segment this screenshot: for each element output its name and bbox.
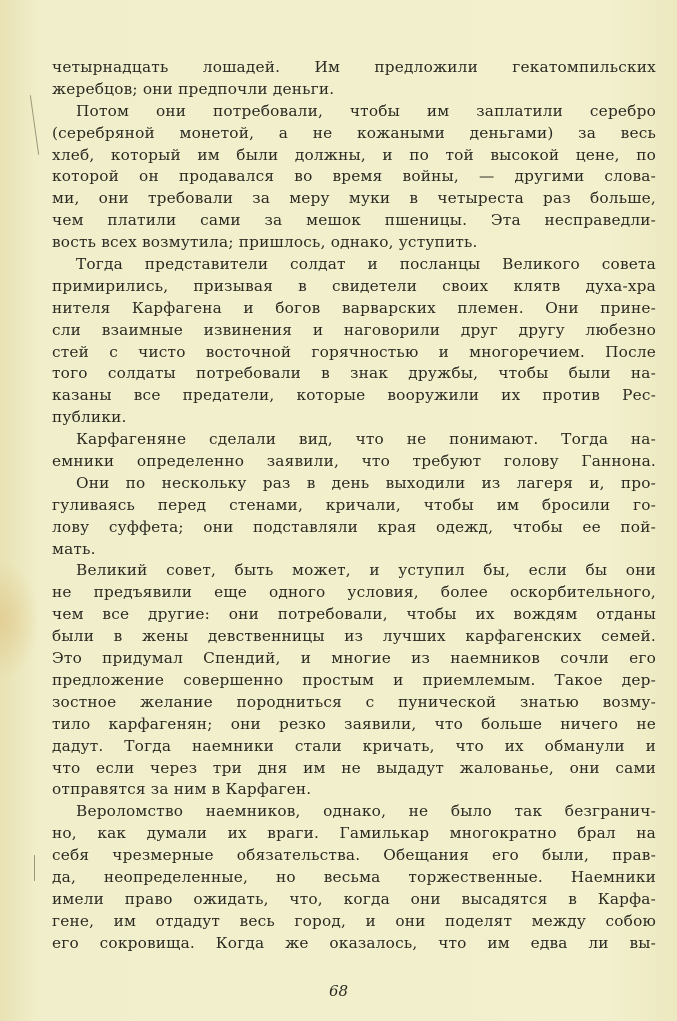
text-line: чем все другие: они потребовали, чтобы их вождям отданы	[52, 605, 656, 624]
text-line: нителя Карфагена и богов варварских племен. Они прине-	[52, 298, 656, 317]
text-line: публики.	[52, 408, 127, 427]
text-line: имели право ожидать, что, когда они высадятся в Карфа-	[52, 889, 656, 908]
text-line: чем платили сами за мешок пшеницы. Эта несправедли-	[52, 211, 656, 230]
text-line: что если через три дня им не выдадут жалованье, они сами	[52, 758, 656, 777]
text-line: примирились, призывая в свидетели своих клятв духа-хра	[52, 276, 656, 295]
body-text	[52, 57, 656, 955]
text-line: Тогда представители солдат и посланцы Великого совета	[76, 255, 656, 274]
text-line: да, неопределенные, но весьма торжественные. Наемники	[52, 867, 656, 886]
text-line: Они по нескольку раз в день выходили из лагеря и, про-	[76, 473, 656, 492]
text-line: стей с чисто восточной горячностью и многоречием. После	[52, 342, 656, 361]
text-line: гуливаясь перед стенами, кричали, чтобы им бросили го-	[52, 495, 656, 514]
text-line: вость всех возмутила; пришлось, однако, уступить.	[52, 233, 478, 252]
margin-pencil-mark	[34, 855, 35, 881]
text-line: себя чрезмерные обязательства. Обещания его были, прав-	[52, 846, 656, 865]
text-line: мать.	[52, 539, 96, 558]
text-line: Потом они потребовали, чтобы им заплатили серебро	[76, 101, 656, 120]
text-line: четырнадцать лошадей. Им предложили гекатомпильских	[52, 58, 656, 76]
text-line: Это придумал Спендий, и многие из наемников сочли его	[52, 649, 656, 668]
text-line: зостное желание породниться с пунической знатью возму-	[52, 692, 656, 711]
text-line: жеребцов; они предпочли деньги.	[52, 79, 335, 98]
page-number: 68	[328, 982, 349, 1000]
text-line: которой он продавался во время войны, — другими слова-	[52, 167, 656, 186]
text-line: лову суффета; они подставляли края одежд, чтобы ее пой-	[52, 517, 656, 536]
text-line: Великий совет, быть может, и уступил бы, если бы они	[76, 561, 656, 580]
text-line: дадут. Тогда наемники стали кричать, что их обманули и	[52, 736, 656, 755]
text-line: тило карфагенян; они резко заявили, что больше ничего не	[52, 714, 656, 733]
text-line: казаны все предатели, которые вооружили их против Рес-	[52, 386, 656, 405]
text-line: того солдаты потребовали в знак дружбы, чтобы были на-	[52, 364, 656, 383]
text-line: гене, им отдадут весь город, и они поделят между собою	[52, 911, 656, 930]
text-line: ми, они требовали за меру муки в четыреста раз больше,	[52, 189, 656, 208]
text-line: но, как думали их враги. Гамилькар многократно брал на	[52, 824, 656, 843]
margin-pencil-mark	[30, 95, 39, 155]
text-line: были в жены девственницы из лучших карфагенских семей.	[52, 627, 656, 646]
text-line: его сокровища. Когда же оказалось, что им едва ли вы-	[52, 933, 656, 952]
text-line: емники определенно заявили, что требуют голову Ганнона.	[52, 452, 656, 471]
text-line: отправятся за ним в Карфаген.	[52, 780, 312, 799]
text-line: не предъявили еще одного условия, более оскорбительного,	[52, 583, 656, 602]
text-line: предложение совершенно простым и приемлемым. Такое дер-	[52, 670, 656, 689]
text-line: хлеб, который им были должны, и по той высокой цене, по	[52, 145, 656, 164]
text-line: (серебряной монетой, а не кожаными деньгами) за весь	[52, 123, 656, 142]
text-line: Вероломство наемников, однако, не было так безгранич-	[76, 802, 656, 821]
text-line: Карфагеняне сделали вид, что не понимают. Тогда на-	[76, 430, 656, 449]
page-stain	[0, 560, 40, 680]
text-line: сли взаимные извинения и наговорили друг другу любезно	[52, 320, 656, 339]
